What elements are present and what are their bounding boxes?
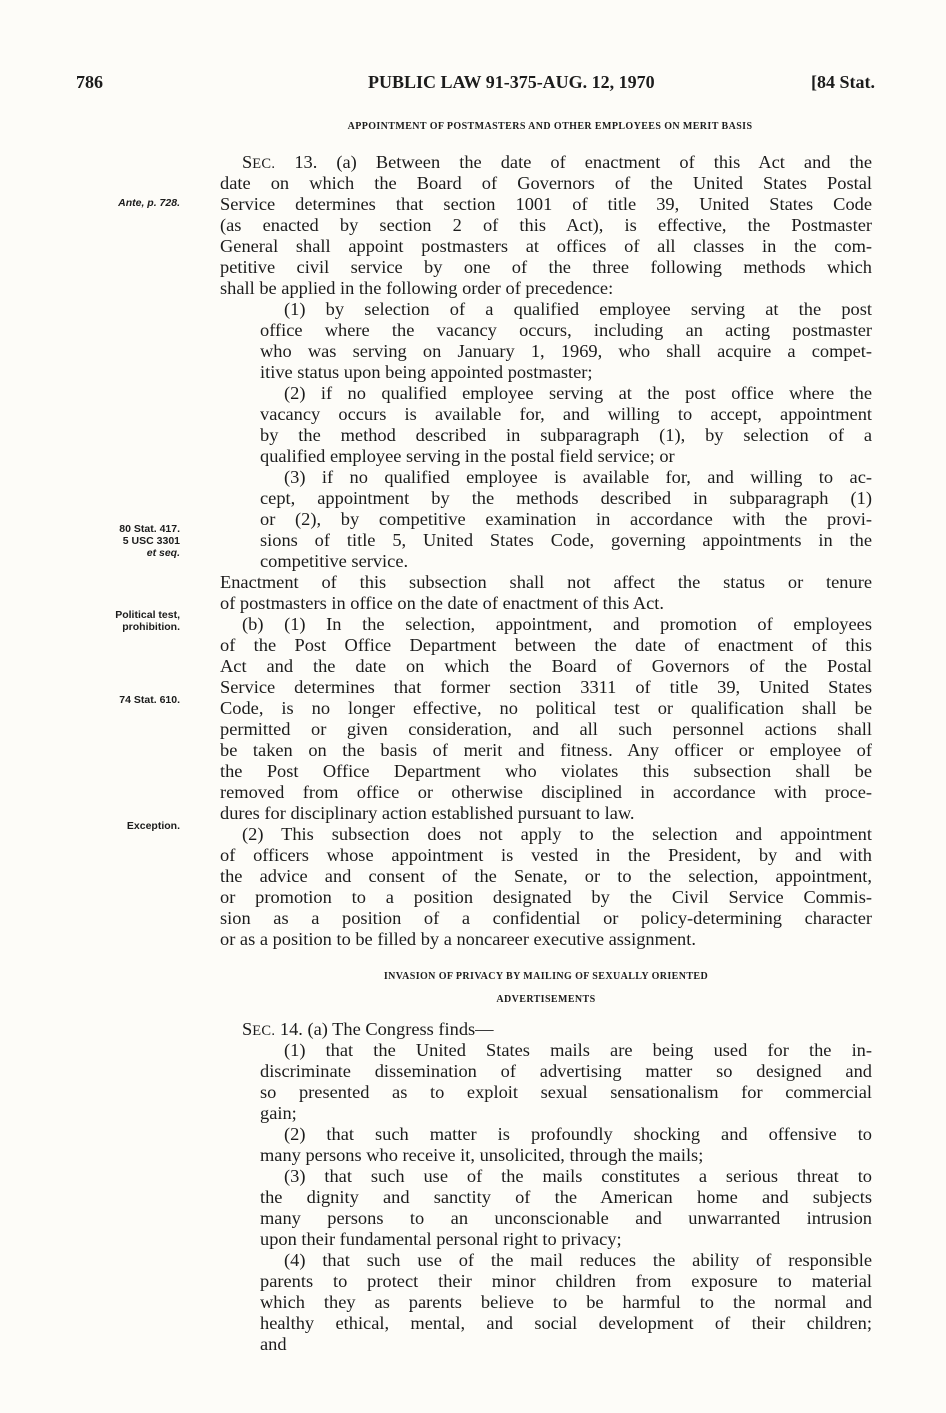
text-line: (1) that the United States mails are being used for the in- bbox=[284, 1040, 872, 1060]
margin-note-ante bbox=[60, 197, 180, 209]
text-line: (3) that such use of the mails constitutes a serious threat to bbox=[284, 1166, 872, 1186]
margin-note-text: prohibition. bbox=[122, 621, 180, 633]
section-14-heading-line-1: INVASION OF PRIVACY BY MAILING OF SEXUALLY ORIENTED bbox=[383, 971, 709, 982]
text-line: many persons who receive it, unsolicited, through the mails; bbox=[260, 1145, 704, 1165]
margin-note-political-test bbox=[60, 609, 180, 633]
text-line: Act and the date on which the Board of Governors of the Postal bbox=[220, 656, 872, 676]
text-line: office where the vacancy occurs, including an acting postmaster bbox=[260, 320, 872, 340]
text-line: itive status upon being appointed postmaster; bbox=[260, 362, 593, 382]
text-line: Code, is no longer effective, no political test or qualification shall be bbox=[220, 698, 872, 718]
text-line: upon their fundamental personal right to privacy; bbox=[260, 1229, 622, 1249]
text-line: (2) This subsection does not apply to the selection and appointment bbox=[242, 824, 872, 844]
text-line: General shall appoint postmasters at offices of all classes in the com- bbox=[220, 236, 872, 256]
text-line: healthy ethical, mental, and social development of their children; bbox=[260, 1313, 872, 1333]
text-line: which they as parents believe to be harmful to the normal and bbox=[260, 1292, 872, 1312]
margin-note-text: Political test, bbox=[115, 609, 180, 621]
text-line: date on which the Board of Governors of the United States Postal bbox=[220, 173, 872, 193]
text-line: SEC. 14. (a) The Congress finds— bbox=[242, 1019, 494, 1039]
text-line: the dignity and sanctity of the American home and subjects bbox=[260, 1187, 872, 1207]
text-line: the advice and consent of the Senate, or to the selection, appointment, bbox=[220, 866, 872, 886]
text-line: or as a position to be filled by a noncareer executive assignment. bbox=[220, 929, 696, 949]
text-line: (2) if no qualified employee serving at the post office where the bbox=[284, 383, 872, 403]
text-line: discriminate dissemination of advertising matter so designed and bbox=[260, 1061, 872, 1081]
section-14-heading-line-2: ADVERTISEMENTS bbox=[496, 994, 596, 1005]
text-line: (2) that such matter is profoundly shocking and offensive to bbox=[284, 1124, 872, 1144]
text-line: who was serving on January 1, 1969, who shall acquire a compet- bbox=[260, 341, 872, 361]
text-line: and bbox=[260, 1334, 287, 1354]
text-line: parents to protect their minor children from exposure to material bbox=[260, 1271, 872, 1291]
text-line: petitive civil service by one of the three following methods which bbox=[220, 257, 872, 277]
text-line: sion as a position of a confidential or policy-determining character bbox=[220, 908, 872, 928]
page-number: 786 bbox=[76, 72, 103, 92]
margin-note-statute-610 bbox=[60, 694, 180, 706]
text-line: by the method described in subparagraph (1), by selection of a bbox=[260, 425, 872, 445]
margin-note-text: Ante, p. 728. bbox=[118, 197, 180, 209]
text-line: of postmasters in office on the date of enactment of this Act. bbox=[220, 593, 664, 613]
margin-note-text: 5 USC 3301 bbox=[122, 535, 180, 547]
text-line: vacancy occurs is available for, and willing to accept, appointment bbox=[260, 404, 872, 424]
text-line: Enactment of this subsection shall not affect the status or tenure bbox=[220, 572, 872, 592]
text-line: (b) (1) In the selection, appointment, and promotion of employees bbox=[242, 614, 872, 634]
text-line: or promotion to a position designated by the Civil Service Commis- bbox=[220, 887, 872, 907]
text-line: (1) by selection of a qualified employee serving at the post bbox=[284, 299, 872, 319]
margin-note-text: 80 Stat. 417. bbox=[119, 523, 180, 535]
text-line: permitted or given consideration, and all such personnel actions shall bbox=[220, 719, 872, 739]
section-13-heading: APPOINTMENT OF POSTMASTERS AND OTHER EMPLOYEES ON MERIT BASIS bbox=[347, 121, 753, 132]
margin-note-exception bbox=[60, 820, 180, 832]
text-line: gain; bbox=[260, 1103, 297, 1123]
text-line: many persons to an unconscionable and unwarranted intrusion bbox=[260, 1208, 872, 1228]
text-line: of the Post Office Department between the date of enactment of this bbox=[220, 635, 872, 655]
text-line: (as enacted by section 2 of this Act), is effective, the Postmaster bbox=[220, 215, 872, 235]
margin-note-text: 74 Stat. 610. bbox=[119, 694, 180, 706]
text-line: SEC. 13. (a) Between the date of enactment of this Act and the bbox=[242, 152, 872, 172]
text-line: the Post Office Department who violates this subsection shall be bbox=[220, 761, 872, 781]
margin-note-statute-417 bbox=[60, 523, 180, 559]
text-line: or (2), by competitive examination in accordance with the provi- bbox=[260, 509, 872, 529]
text-line: (4) that such use of the mail reduces the ability of responsible bbox=[284, 1250, 872, 1270]
text-line: shall be applied in the following order of precedence: bbox=[220, 278, 614, 298]
text-line: be taken on the basis of merit and fitness. Any officer or employee of bbox=[220, 740, 872, 760]
margin-note-text: et seq. bbox=[146, 547, 180, 559]
margin-note-text: Exception. bbox=[126, 820, 180, 832]
text-line: (3) if no qualified employee is available for, and willing to ac- bbox=[284, 467, 872, 487]
text-line: of officers whose appointment is vested in the President, by and with bbox=[220, 845, 872, 865]
text-line: cept, appointment by the methods described in subparagraph (1) bbox=[260, 488, 872, 508]
page-header bbox=[0, 72, 946, 100]
text-line: Service determines that section 1001 of title 39, United States Code bbox=[220, 194, 872, 214]
statute-reference: [84 Stat. bbox=[811, 72, 875, 92]
text-line: so presented as to exploit sexual sensationalism for commercial bbox=[260, 1082, 872, 1102]
text-line: Service determines that former section 3311 of title 39, United States bbox=[220, 677, 872, 697]
text-line: dures for disciplinary action established pursuant to law. bbox=[220, 803, 635, 823]
running-head: PUBLIC LAW 91-375-AUG. 12, 1970 bbox=[368, 72, 655, 92]
text-line: qualified employee serving in the postal field service; or bbox=[260, 446, 675, 466]
text-line: sions of title 5, United States Code, governing appointments in the bbox=[260, 530, 872, 550]
text-line: competitive service. bbox=[260, 551, 409, 571]
text-line: removed from office or otherwise disciplined in accordance with proce- bbox=[220, 782, 872, 802]
